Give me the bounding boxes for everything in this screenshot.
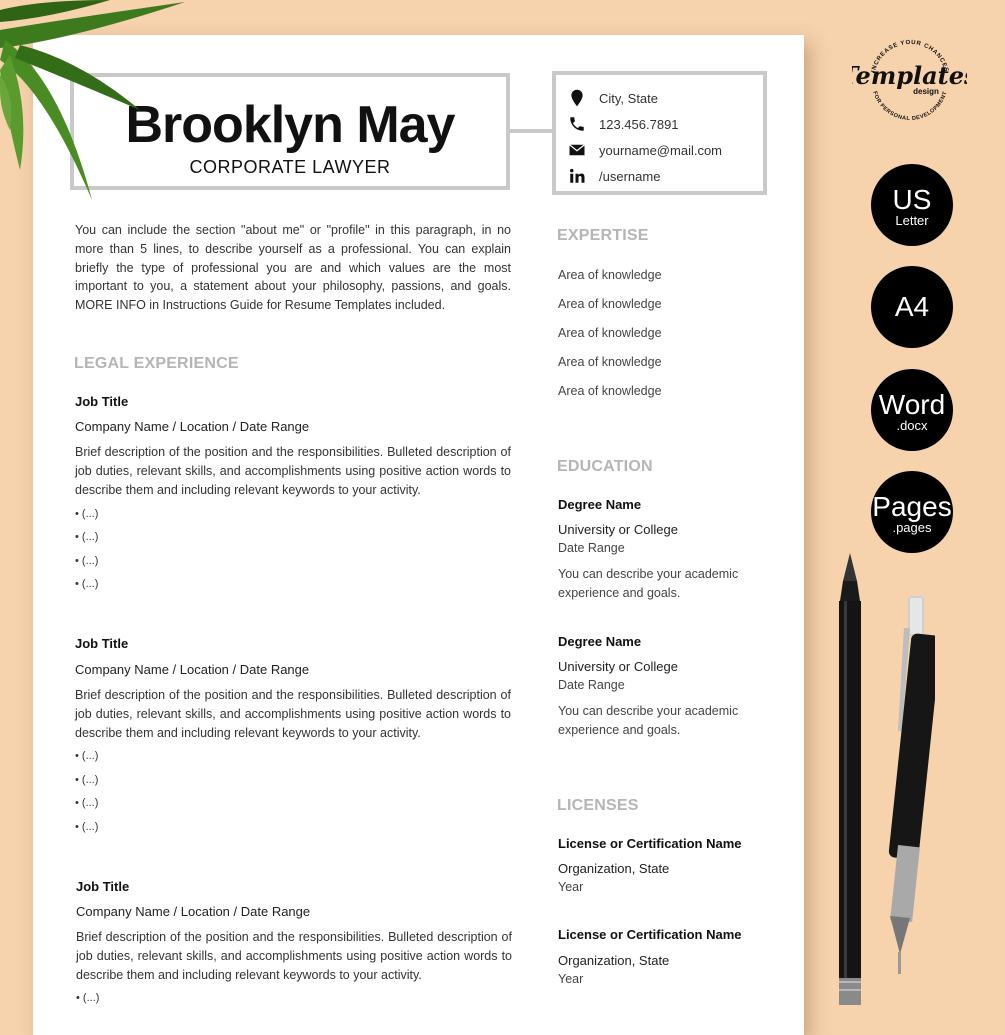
badge-main: Word [878, 389, 946, 420]
resume-name: Brooklyn May [125, 96, 455, 154]
job-bullet: • (...) [75, 821, 99, 833]
badge-main: US [892, 184, 932, 215]
expertise-item: Area of knowledge [558, 326, 662, 340]
job-bullet: • (...) [75, 578, 99, 590]
contact-email-text: yourname@mail.com [599, 142, 723, 158]
expertise-item: Area of knowledge [558, 297, 662, 311]
contact-linkedin-text: /username [599, 168, 661, 184]
contact-phone [568, 114, 679, 134]
license-name: License or Certification Name [558, 836, 742, 851]
pencil-decoration [830, 553, 870, 1005]
job-company: Company Name / Location / Date Range [75, 662, 310, 677]
job-company: Company Name / Location / Date Range [75, 419, 310, 434]
connector-line [510, 129, 553, 133]
job-company: Company Name / Location / Date Range [76, 904, 311, 919]
contact-email [568, 140, 722, 160]
badge-word [871, 369, 953, 451]
expertise-item: Area of knowledge [558, 384, 662, 398]
expertise-item: Area of knowledge [558, 355, 662, 369]
templates-design-logo [852, 36, 967, 120]
job-bullet: • (...) [75, 508, 99, 520]
badge-main: A4 [894, 291, 930, 322]
about-paragraph: You can include the section "about me" or "profile" in this paragraph, in no more than 5 lines, to describe yourself as a professional. You can explain briefly the type of professional you are and which values are the most important to you, a statement about your philosophy, passions, and goals. MORE INFO in Instructions Guide for Resume Templates included. [75, 223, 511, 313]
location-pin-icon [568, 89, 586, 107]
job-title: Job Title [76, 879, 130, 894]
job-bullet: • (...) [75, 797, 99, 809]
license-year: Year [558, 972, 584, 986]
education-description: You can describe your academic experience and goals. [558, 704, 739, 737]
school-name: University or College [558, 522, 678, 537]
badge-sub: Letter [895, 213, 929, 228]
contact-box [552, 71, 767, 195]
job-description: Brief description of the position and the responsibilities. Bulleted description of job duties, relevant skills, and accomplishments using positive action words to describe them and including relevant keywords to your activity. [76, 930, 512, 982]
job-description: Brief description of the position and the responsibilities. Bulleted description of job duties, relevant skills, and accomplishments using positive action words to describe them and including relevant keywords to your activity. [75, 688, 511, 740]
license-org: Organization, State [558, 953, 670, 968]
resume-title: CORPORATE LAWYER [189, 157, 391, 177]
badge-a4 [871, 266, 953, 348]
badge-sub: .pages [892, 520, 932, 535]
experience-heading: LEGAL EXPERIENCE [74, 355, 239, 372]
contact-phone-text: 123.456.7891 [599, 116, 679, 132]
school-name: University or College [558, 659, 678, 674]
contact-linkedin [568, 166, 660, 186]
contact-city: City, State [599, 90, 659, 106]
job-bullet: • (...) [75, 750, 99, 762]
logo-sub-text: design [913, 87, 939, 96]
expertise-item: Area of knowledge [558, 268, 662, 282]
badge-us-letter [871, 164, 953, 246]
licenses-heading: LICENSES [557, 797, 639, 814]
job-title: Job Title [75, 636, 129, 651]
education-description: You can describe your academic experience and goals. [558, 567, 739, 600]
job-bullet: • (...) [75, 531, 99, 543]
job-bullet: • (...) [75, 555, 99, 567]
badge-pages [871, 471, 953, 553]
degree-name: Degree Name [558, 634, 642, 649]
badge-sub: .docx [896, 418, 928, 433]
job-bullet: • (...) [76, 992, 100, 1004]
logo-main-text: emplate [855, 61, 965, 90]
contact-location [568, 88, 658, 108]
license-name: License or Certification Name [558, 927, 742, 942]
logo-arc-top: INCREASE YOUR CHANCES [870, 39, 950, 74]
degree-name: Degree Name [558, 497, 642, 512]
badge-main: Pages [872, 491, 952, 522]
job-title: Job Title [75, 394, 129, 409]
education-dates: Date Range [558, 678, 625, 692]
expertise-heading: EXPERTISE [557, 227, 649, 244]
license-year: Year [558, 880, 584, 894]
phone-icon [568, 115, 586, 133]
education-dates: Date Range [558, 541, 625, 555]
email-icon [568, 141, 586, 159]
job-bullet: • (...) [75, 774, 99, 786]
linkedin-icon [568, 167, 586, 185]
job-description: Brief description of the position and the responsibilities. Bulleted description of job duties, relevant skills, and accomplishments using positive action words to describe them and including relevant keywords to your activity. [75, 445, 511, 497]
logo-arc-bottom: FOR PERSONAL DEVELOPMENT [871, 90, 949, 120]
education-heading: EDUCATION [557, 458, 653, 475]
license-org: Organization, State [558, 861, 670, 876]
pen-decoration [880, 596, 935, 976]
plant-decoration [0, 0, 190, 205]
